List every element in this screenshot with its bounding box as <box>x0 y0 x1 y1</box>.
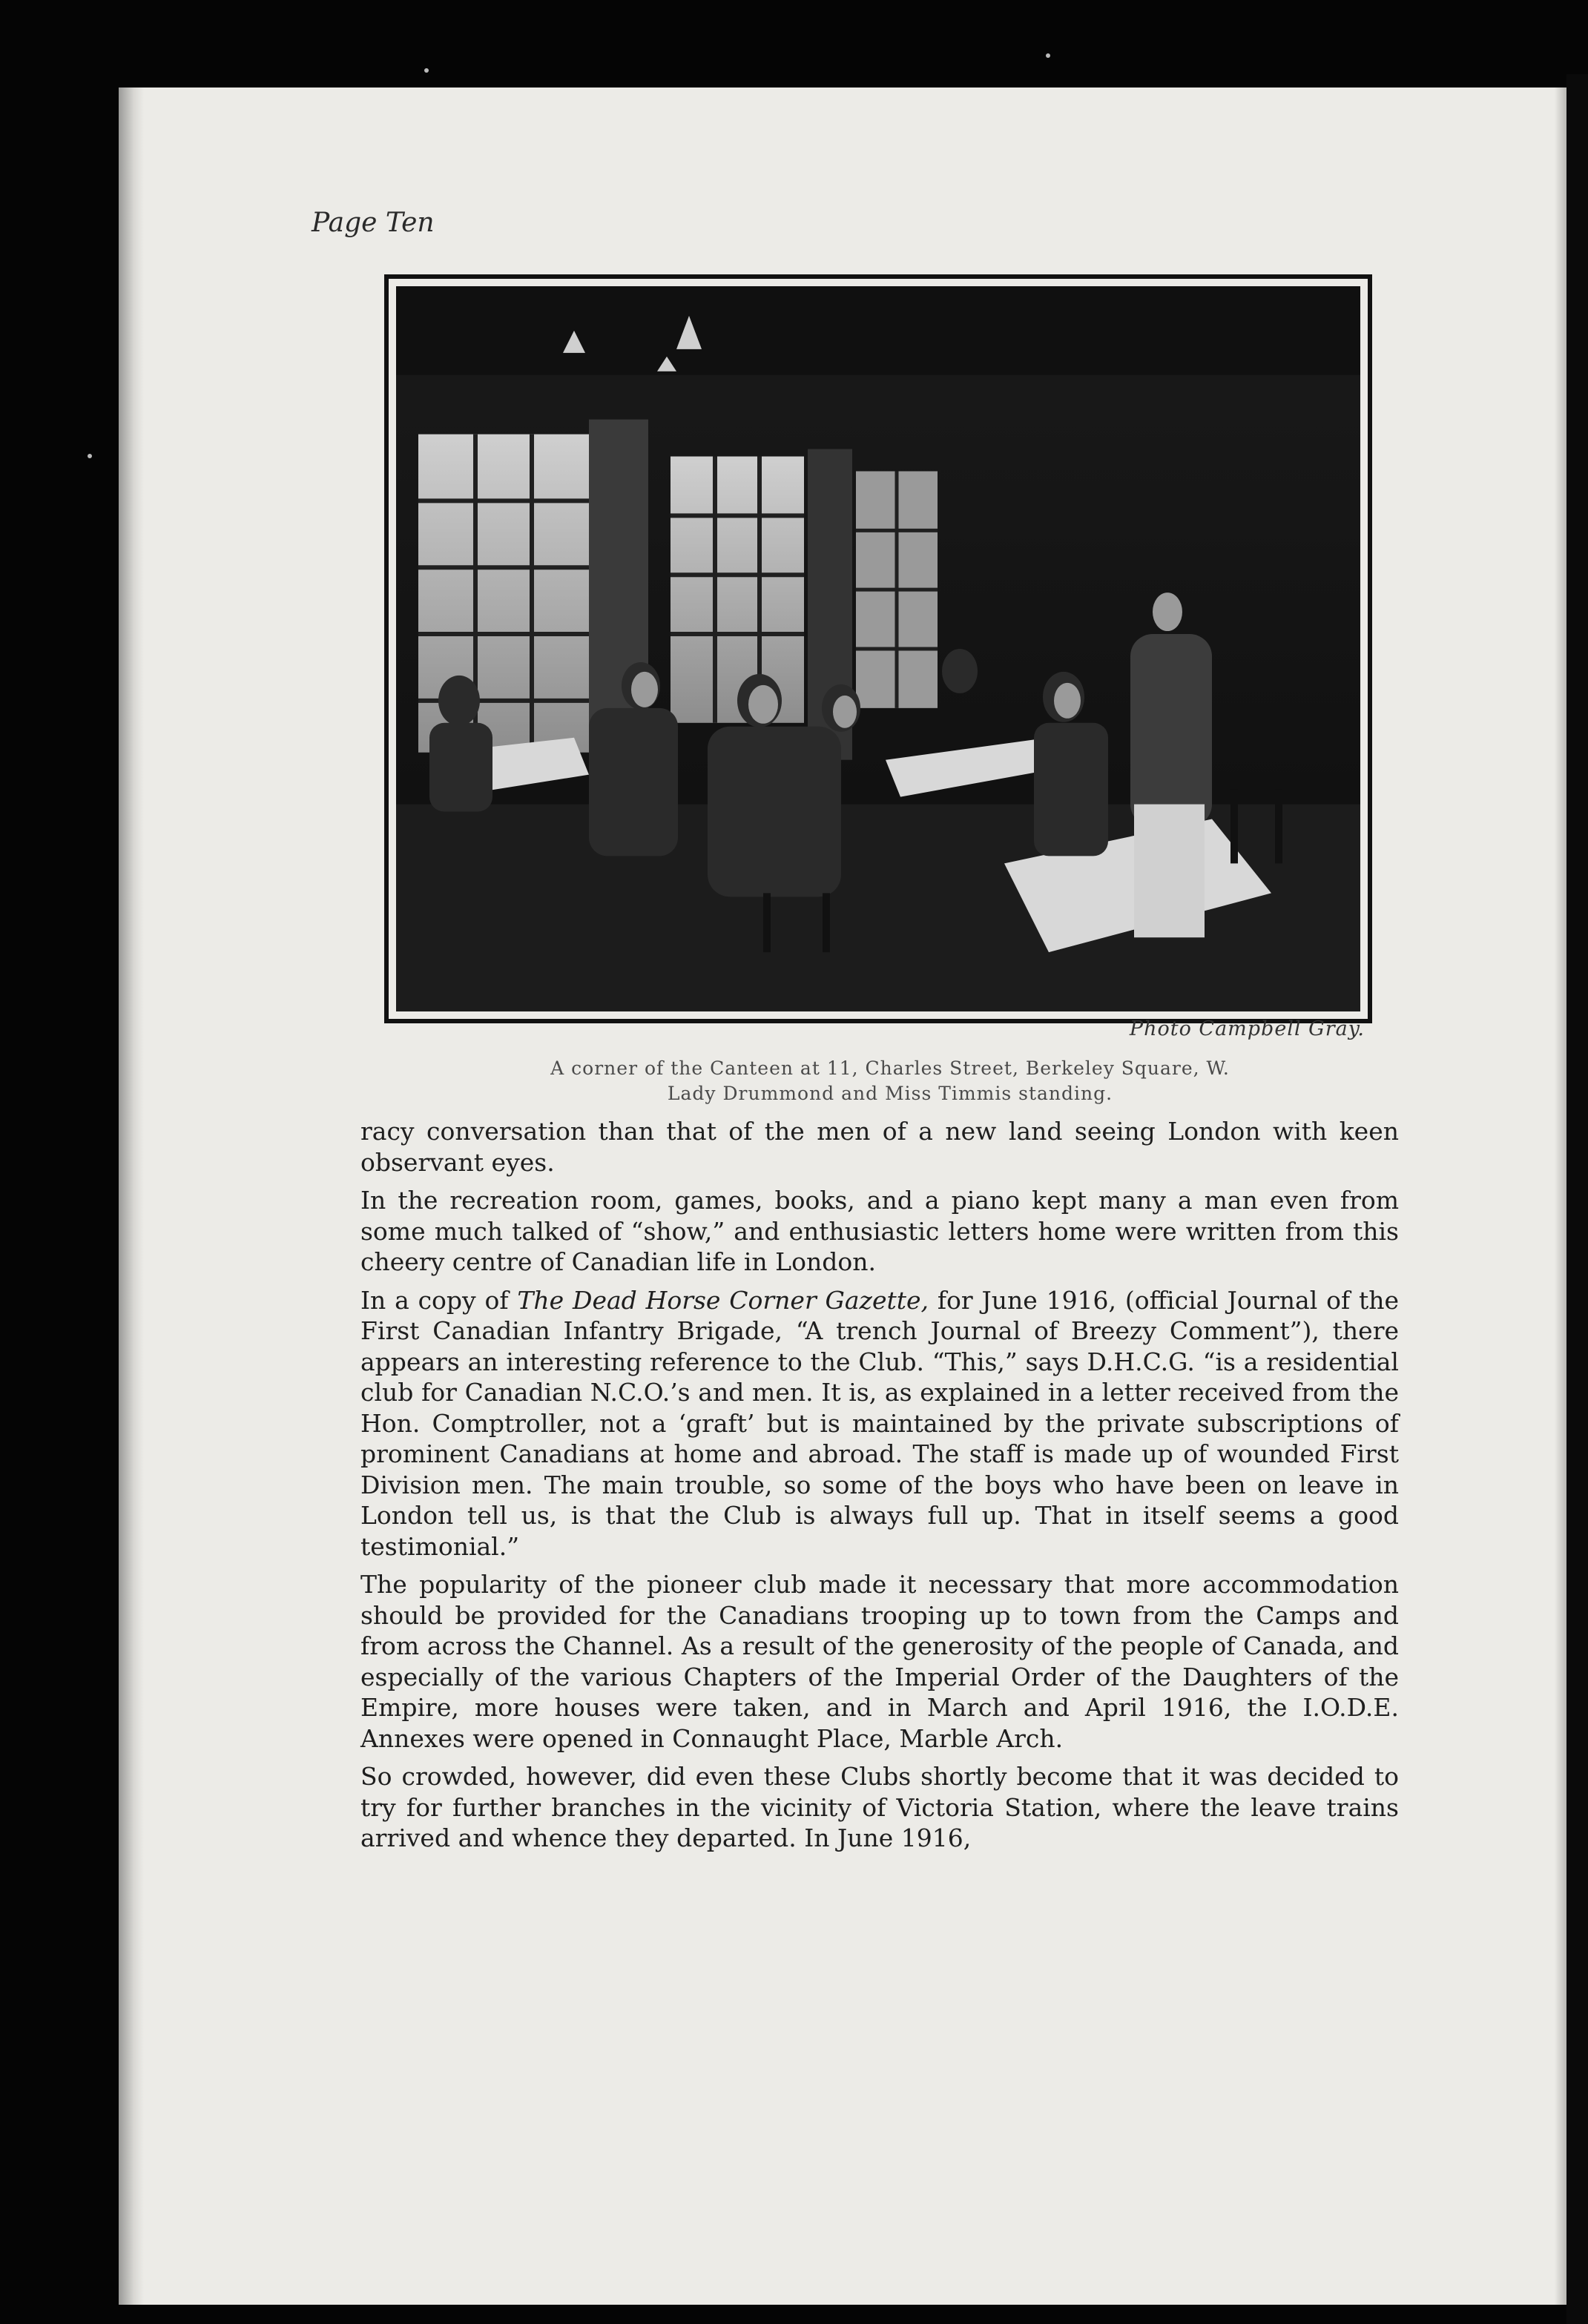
scan-speck <box>1046 53 1050 58</box>
page-right-edge <box>1555 88 1566 2305</box>
caption-line-1: A corner of the Canteen at 11, Charles Street, Berkeley Square, W. <box>550 1057 1230 1079</box>
paragraph-2: In the recreation room, games, books, and a piano kept many a man even from some much talked of “show,” and enthusiastic letters home were written from this cheery centre of Canadian life in London. <box>360 1186 1399 1276</box>
scan-speck <box>88 454 92 458</box>
paragraph-1: racy conversation than that of the men of a new land seeing London with keen observant eyes. <box>360 1117 1399 1177</box>
paragraph-3-rest: for June 1916, (official Journal of the First Canadian Infantry Brigade, “A trench Journal of Breezy Comment”), there appears an interesting reference to the Club. “This,” says D.H.C.G. “is a residential club for Canadian N.C.O.’s and men. It is, as explained in a letter received from the Hon. Comptroller, not a ‘graft’ but is maintained by the private subscriptions of prominent Canadians at home and abroad. The staff is made up of wounded First Division men. The main trouble, so some of the boys who have been on leave in London tell us, is that the Club is always full up. That in itself seems a good testimonial.” <box>360 1285 1400 1561</box>
page-binding-edge <box>119 88 144 2305</box>
window-right <box>856 471 938 707</box>
page-number: Page Ten <box>312 208 435 238</box>
standing-women <box>1130 634 1212 937</box>
canteen-photograph <box>396 286 1360 1011</box>
body-text <box>360 1116 1399 1861</box>
canteen-photo-illustration <box>396 286 1360 1011</box>
gazette-title: The Dead Horse Corner Gazette, <box>517 1285 929 1315</box>
caption-line-2: Lady Drummond and Miss Timmis standing. <box>667 1083 1113 1104</box>
photo-frame <box>384 274 1372 1023</box>
paragraph-4: The popularity of the pioneer club made it necessary that more accommodation should be provided for the Canadians trooping up to town from the Camps and from across the Channel. As a result of the generosity of the people of Canada, and especially of the various Chapters of the Imperial Order of the Daughters of the Empire, more houses were taken, and in March and April 1916, the I.O.D.E. Annexes were opened in Connaught Place, Marble Arch. <box>360 1570 1399 1753</box>
next-page-gutter <box>1566 74 1588 2324</box>
paragraph-3-start: In a copy of <box>360 1285 518 1315</box>
scan-speck <box>424 68 429 73</box>
photo-credit: Photo Campbell Gray. <box>1129 1017 1365 1040</box>
paragraph-5: So crowded, however, did even these Clubs shortly become that it was decided to try for further branches in the vicinity of Victoria Station, where the leave trains arrived and whence they departed. In June 1916, <box>360 1762 1399 1852</box>
window-center <box>671 457 804 723</box>
paragraph-3 <box>360 1285 1399 1562</box>
photo-caption <box>445 1056 1335 1106</box>
